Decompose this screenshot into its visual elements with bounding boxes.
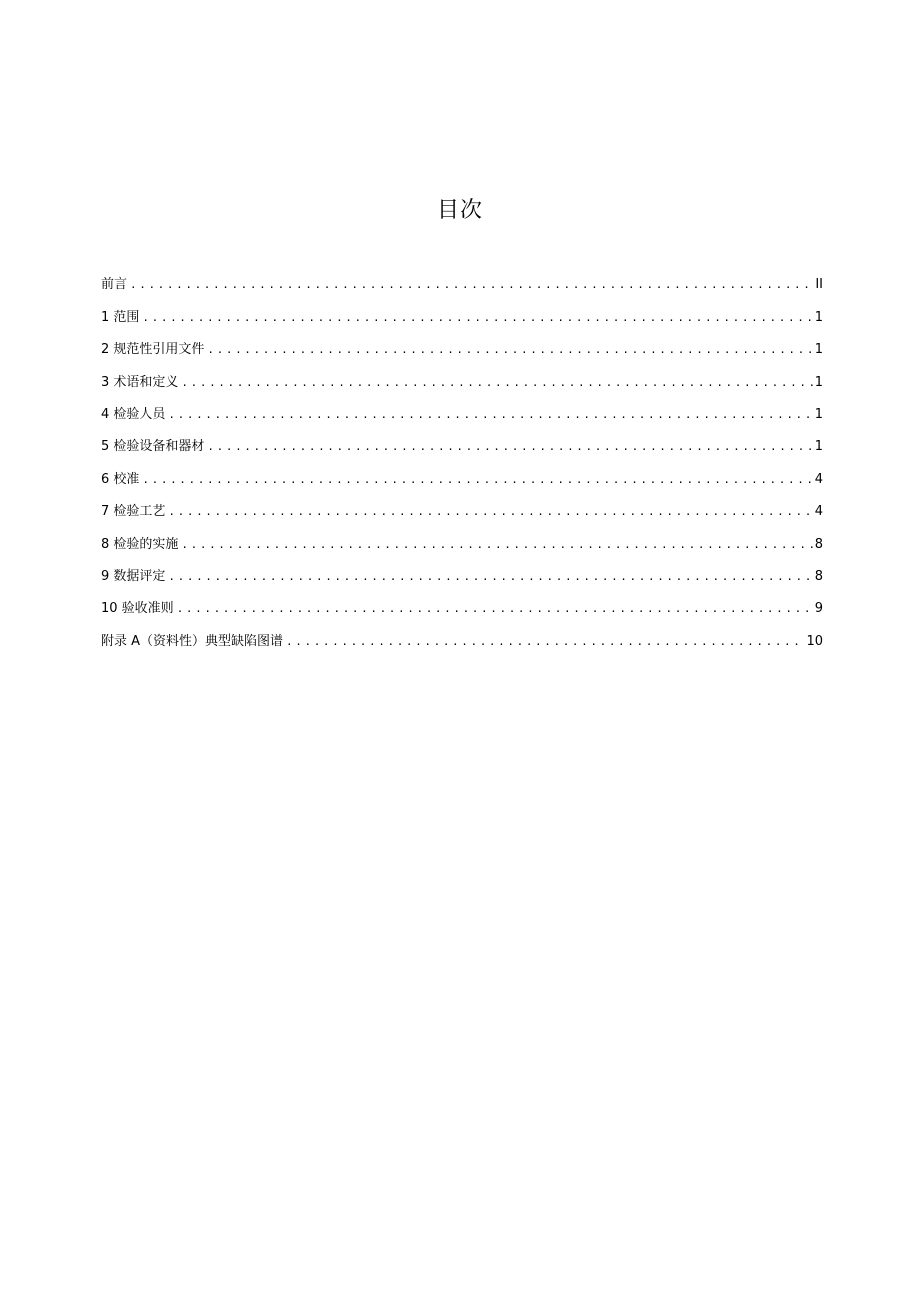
- toc-entry-terms-definitions[interactable]: [101, 358, 823, 390]
- dot-leader: [207, 440, 812, 455]
- toc-entry-label: 8 检验的实施: [101, 536, 179, 552]
- dot-leader: [177, 602, 813, 617]
- toc-entry-foreword[interactable]: [101, 261, 823, 293]
- toc-entry-page: 1: [814, 406, 823, 422]
- toc-entry-page: 8: [814, 536, 823, 552]
- toc-entry-label: 10 验收准则: [101, 601, 174, 617]
- toc-entry-page: 1: [814, 374, 823, 390]
- toc-entry-label: 4 检验人员: [101, 406, 166, 422]
- toc-entry-scope[interactable]: [101, 293, 823, 325]
- toc-entry-page: II: [815, 277, 823, 293]
- toc-entry-inspection-process[interactable]: [101, 488, 823, 520]
- toc-entry-inspection-implementation[interactable]: [101, 520, 823, 552]
- dot-leader: [168, 408, 812, 423]
- toc-entry-normative-references[interactable]: [101, 326, 823, 358]
- toc-entry-page: 4: [814, 504, 823, 520]
- dot-leader: [142, 311, 812, 326]
- toc-title: 目次: [436, 198, 483, 223]
- toc-entry-page: 9: [814, 601, 823, 617]
- toc-entry-data-evaluation[interactable]: [101, 553, 823, 585]
- dot-leader: [181, 376, 812, 391]
- toc-entry-page: 1: [814, 309, 823, 325]
- toc-entry-label: 1 范围: [101, 309, 140, 325]
- toc-entry-label: 9 数据评定: [101, 568, 166, 584]
- toc-entry-label: 7 检验工艺: [101, 504, 166, 520]
- toc-entry-label: 3 术语和定义: [101, 374, 179, 390]
- toc-entry-label: 5 检验设备和器材: [101, 439, 205, 455]
- dot-leader: [130, 278, 813, 293]
- toc-entry-inspection-personnel[interactable]: [101, 391, 823, 423]
- dot-leader: [207, 343, 812, 358]
- toc-entry-appendix-a[interactable]: [101, 617, 823, 649]
- dot-leader: [142, 473, 812, 488]
- toc-entry-label: 前言: [101, 277, 128, 293]
- toc-entry-page: 1: [814, 439, 823, 455]
- dot-leader: [181, 538, 812, 553]
- dot-leader: [286, 635, 804, 650]
- toc-entry-page: 1: [814, 342, 823, 358]
- toc-entry-page: 10: [806, 633, 823, 649]
- toc-entry-label: 6 校准: [101, 471, 140, 487]
- toc-entry-equipment-materials[interactable]: [101, 423, 823, 455]
- toc-entry-label: 2 规范性引用文件: [101, 342, 205, 358]
- toc-entry-calibration[interactable]: [101, 455, 823, 487]
- toc-entry-page: 8: [814, 568, 823, 584]
- toc-entry-acceptance-criteria[interactable]: [101, 585, 823, 617]
- toc-entry-page: 4: [814, 471, 823, 487]
- dot-leader: [168, 505, 812, 520]
- toc-entry-label: 附录 A（资料性）典型缺陷图谱: [101, 633, 284, 649]
- table-of-contents: [101, 261, 823, 650]
- dot-leader: [168, 570, 812, 585]
